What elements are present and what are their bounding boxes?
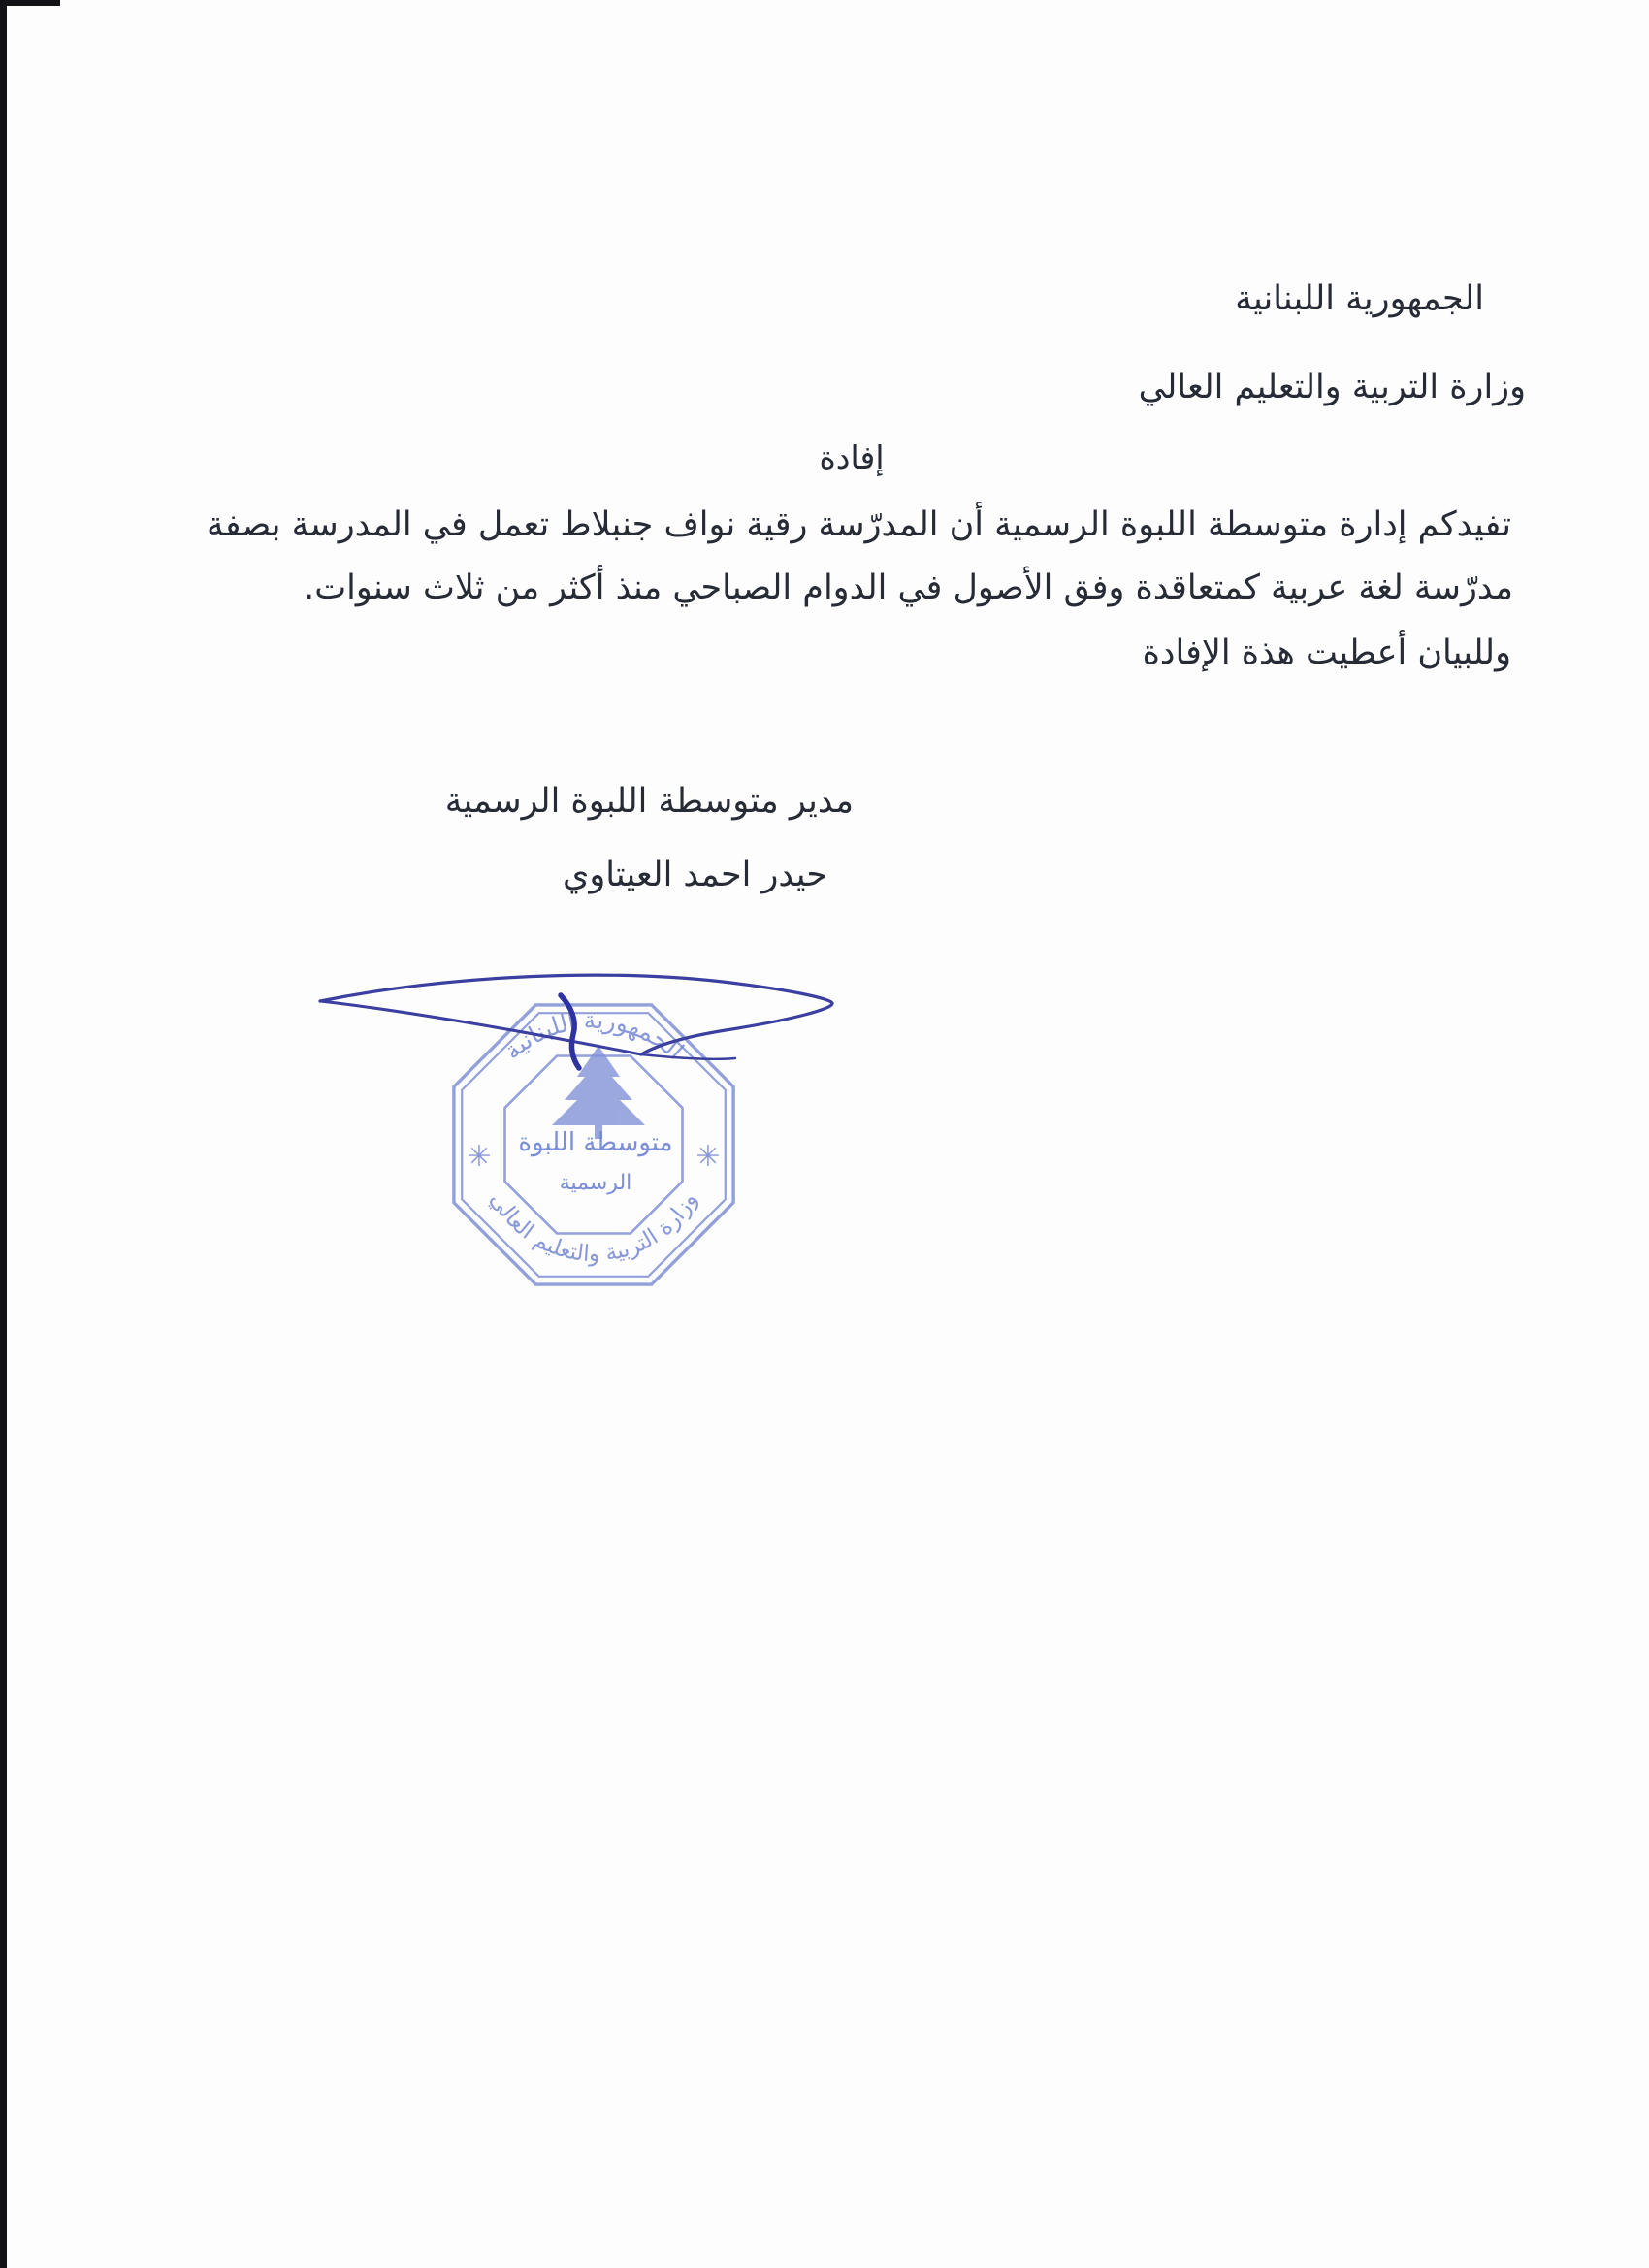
letterhead-ministry-line: وزارة التربية والتعليم العالي [1138,368,1526,406]
signer-title: مدير متوسطة اللبوة الرسمية [444,782,854,821]
scan-edge-strip-top [0,0,60,6]
star-icon-left: ✳ [467,1140,492,1174]
body-line-1: تفيدكم إدارة متوسطة اللبوة الرسمية أن المدرّسة رقية نواف جنبلاط تعمل في المدرسة بصفة [206,505,1511,544]
stamp-ring-bottom-text: وزارة التربية والتعليم العالي [484,1187,702,1268]
stamp-center-line1: متوسطة اللبوة [518,1128,673,1157]
scan-edge-strip-left [0,0,7,2268]
letterhead-republic-line: الجمهورية اللبنانية [1235,279,1484,318]
stamp-ring-top-text: الجمهورية اللبنانية [498,1005,690,1065]
signature-stroke [320,975,832,1068]
body-closing-line: وللبيان أعطيت هذة الإفادة [1142,633,1511,672]
stamp-center-line2: الرسمية [559,1171,632,1195]
handwritten-signature [291,951,873,1096]
signer-name: حيدر احمد العيتاوي [562,856,827,894]
body-line-2: مدرّسة لغة عربية كمتعاقدة وفق الأصول في الدوام الصباحي منذ أكثر من ثلاث سنوات. [304,568,1513,607]
document-title: إفادة [819,438,885,476]
star-icon-right: ✳ [695,1140,721,1174]
